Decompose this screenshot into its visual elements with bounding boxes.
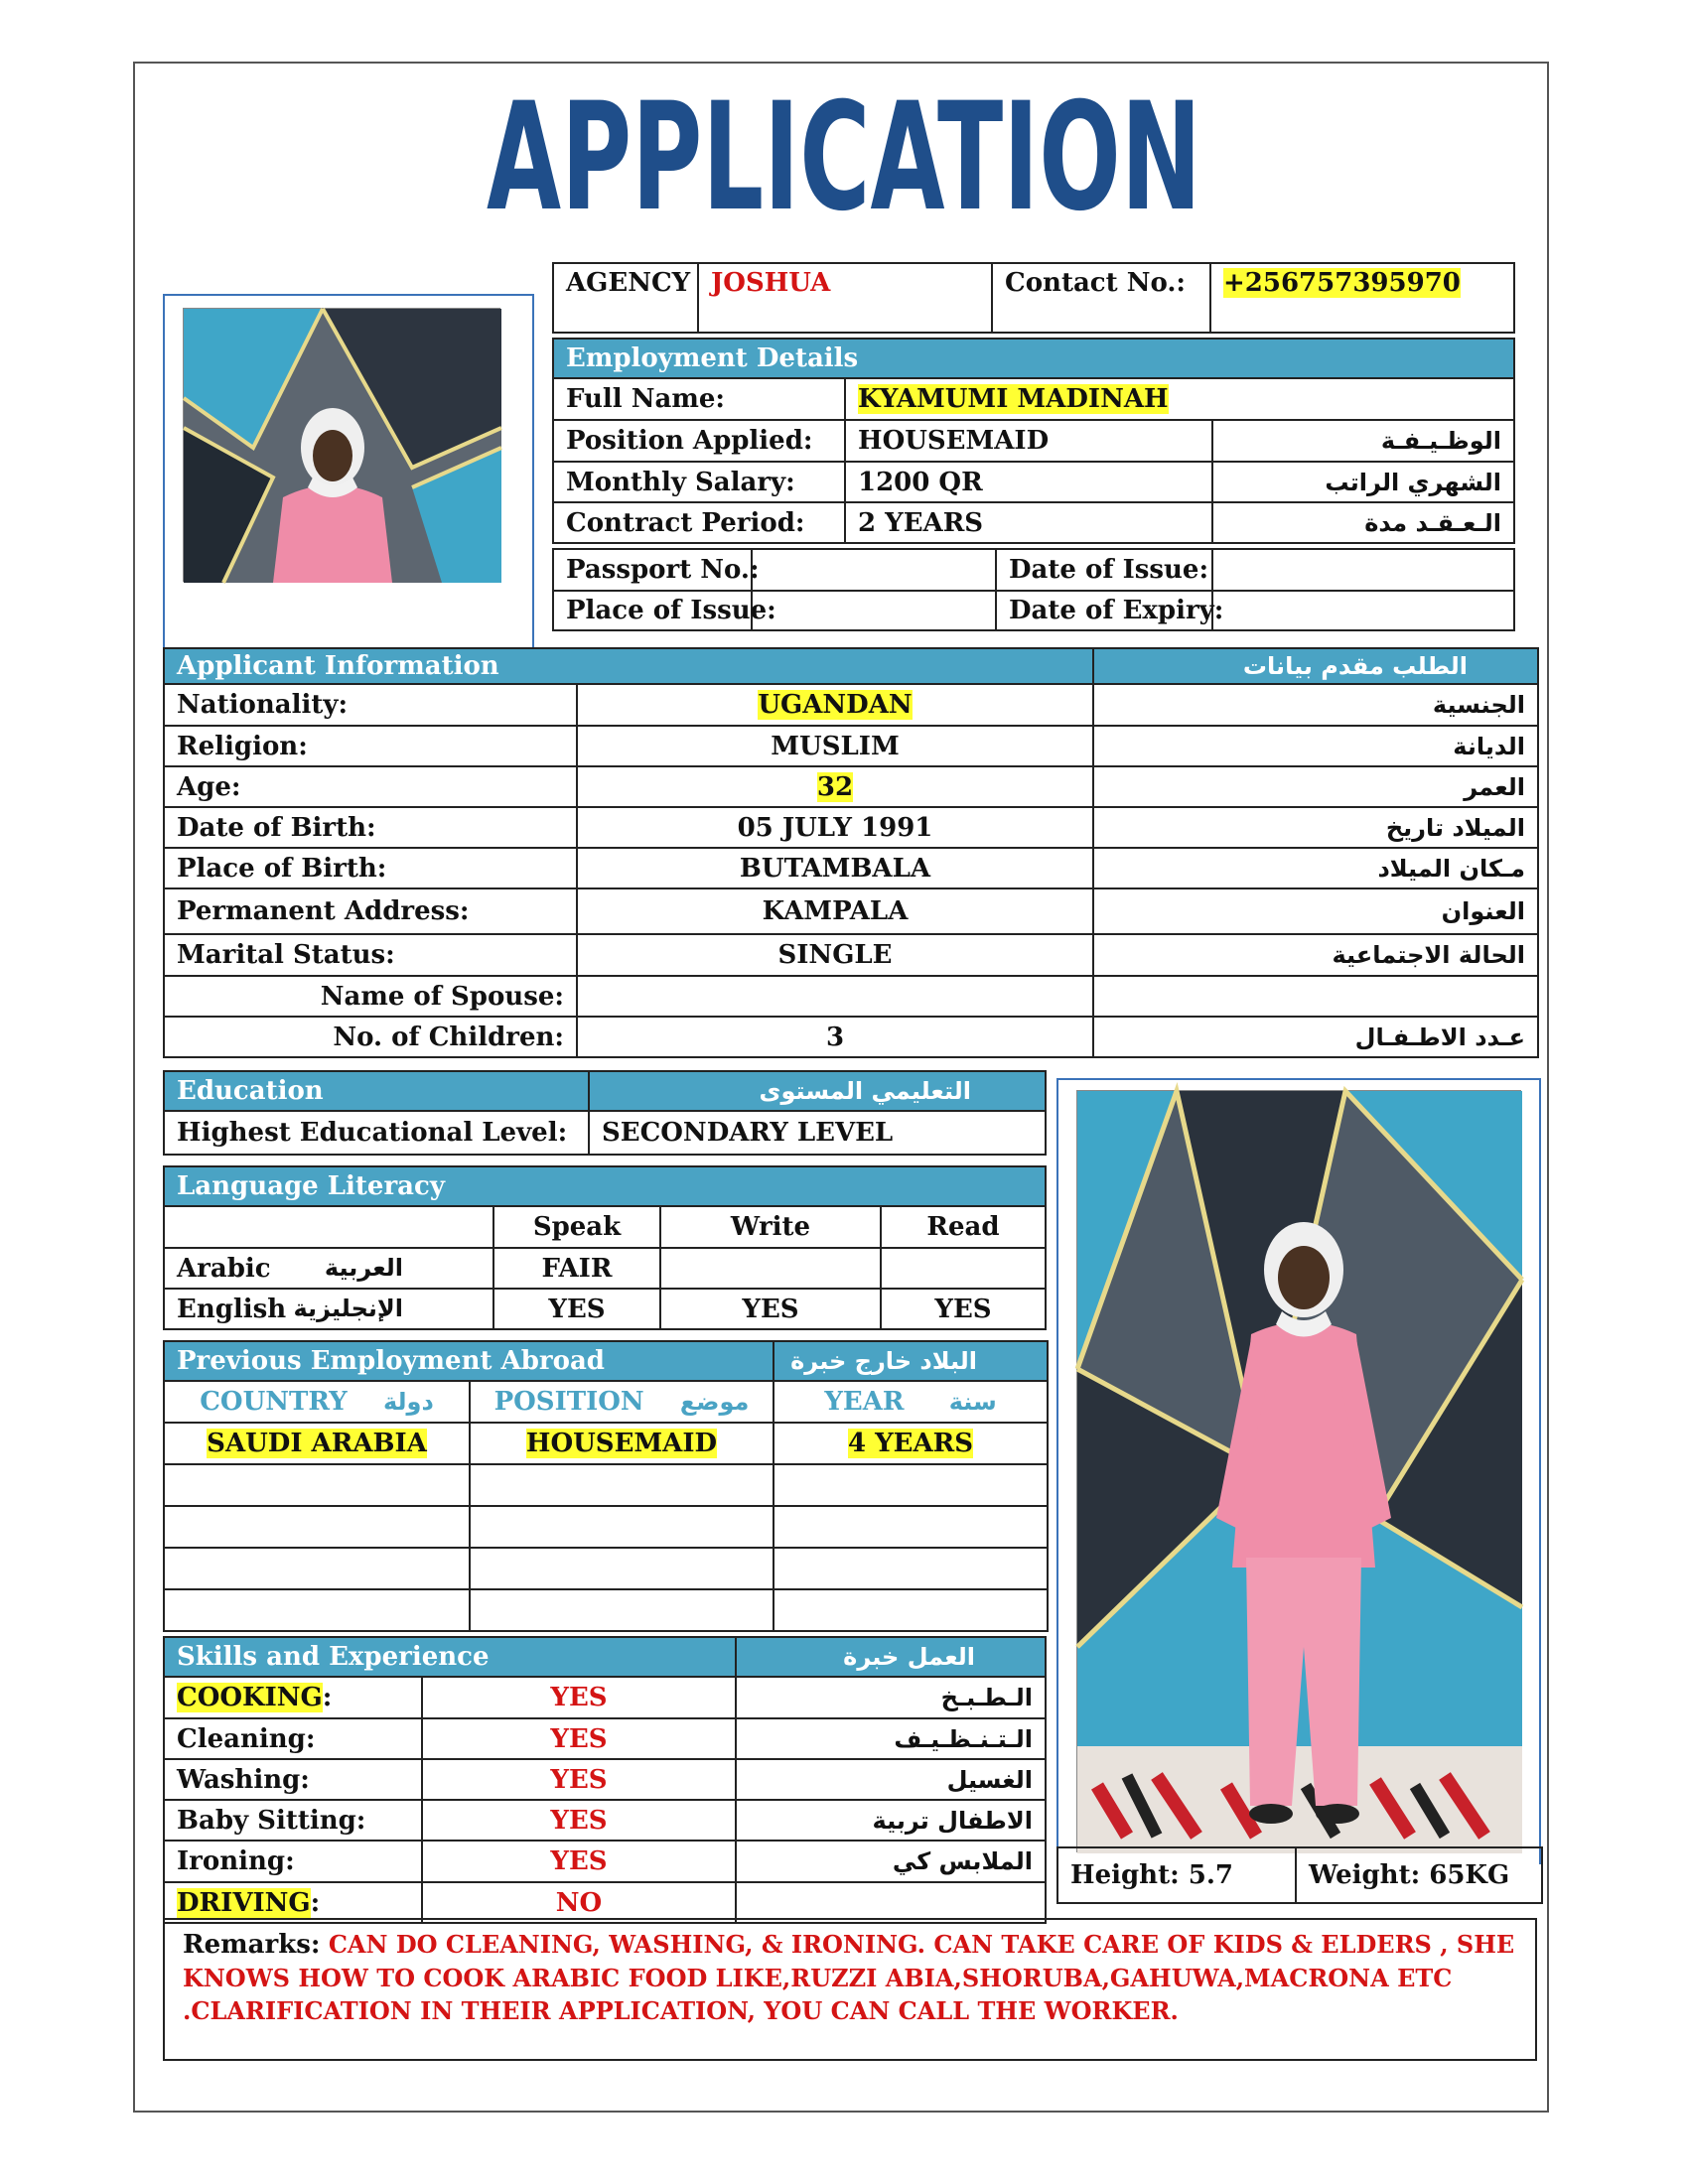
applicant-value: SINGLE <box>577 934 1093 976</box>
skill-value: NO <box>422 1882 736 1923</box>
language-name-ar: العربية <box>324 1253 403 1282</box>
skill-ar: الـطـبـخ <box>736 1677 1046 1718</box>
applicant-value: 32 <box>816 771 854 802</box>
headshot-photo <box>183 308 500 582</box>
agency-table <box>552 262 1515 334</box>
language-read <box>881 1248 1046 1289</box>
applicant-row <box>164 934 1538 976</box>
skill-value: YES <box>422 1800 736 1841</box>
language-write <box>660 1248 881 1289</box>
position-label: Position Applied: <box>553 420 845 462</box>
previous-header: Previous Employment Abroad <box>164 1341 774 1381</box>
language-header: Language Literacy <box>164 1166 1046 1206</box>
issue-date-value <box>1212 549 1514 591</box>
applicant-ar: العنوان <box>1093 888 1538 934</box>
col-country-ar: دولة <box>382 1388 434 1416</box>
language-read: YES <box>881 1289 1046 1329</box>
previous-header-ar: البلاد خارج خبرة <box>774 1341 1048 1381</box>
skill-label: DRIVING <box>177 1887 311 1918</box>
previous-year: 4 YEARS <box>847 1429 974 1458</box>
applicant-header: Applicant Information <box>164 648 1093 684</box>
skill-value: YES <box>422 1841 736 1882</box>
applicant-ar: العمر <box>1093 766 1538 807</box>
applicant-row <box>164 807 1538 848</box>
remarks-box <box>163 1918 1537 2061</box>
passport-no-value <box>752 549 996 591</box>
previous-position: HOUSEMAID <box>525 1429 718 1458</box>
skill-ar: الاطفال تربية <box>736 1800 1046 1841</box>
skill-row <box>164 1759 1046 1800</box>
place-issue-value <box>752 591 996 630</box>
col-position-ar: موضع <box>679 1388 750 1416</box>
passport-table <box>552 548 1515 631</box>
skill-label: Cleaning: <box>164 1718 422 1759</box>
previous-employment-table <box>163 1340 1049 1632</box>
contract-value: 2 YEARS <box>845 502 1212 543</box>
agency-label: AGENCY <box>553 263 698 333</box>
contract-ar: الـعـقـد مدة <box>1212 502 1514 543</box>
applicant-value <box>577 976 1093 1017</box>
applicant-row <box>164 848 1538 888</box>
col-write: Write <box>660 1206 881 1248</box>
fullbody-frame <box>1056 1078 1541 1864</box>
position-ar: الوظـيـفـة <box>1212 420 1514 462</box>
applicant-ar <box>1093 976 1538 1017</box>
applicant-ar: عـدد الاطـفـال <box>1093 1017 1538 1057</box>
applicant-value: 3 <box>577 1017 1093 1057</box>
applicant-label: Permanent Address: <box>164 888 577 934</box>
applicant-label: Date of Birth: <box>164 807 577 848</box>
height-value: Height: 5.7 <box>1057 1847 1296 1903</box>
language-speak: FAIR <box>493 1248 660 1289</box>
skill-ar: الغسيل <box>736 1759 1046 1800</box>
language-speak: YES <box>493 1289 660 1329</box>
applicant-value: 05 JULY 1991 <box>577 807 1093 848</box>
applicant-ar: الديانة <box>1093 726 1538 766</box>
applicant-ar: الميلاد تاريخ <box>1093 807 1538 848</box>
skill-row <box>164 1718 1046 1759</box>
education-level-label: Highest Educational Level: <box>164 1111 589 1155</box>
applicant-row <box>164 766 1538 807</box>
full-name-label: Full Name: <box>553 378 845 420</box>
col-year: YEAR <box>824 1387 905 1417</box>
passport-no-label: Passport No.: <box>553 549 752 591</box>
applicant-row <box>164 976 1538 1017</box>
language-row <box>164 1248 1046 1289</box>
contact-label: Contact No.: <box>992 263 1210 333</box>
issue-date-label: Date of Issue: <box>996 549 1212 591</box>
weight-value: Weight: 65KG <box>1296 1847 1542 1903</box>
applicant-label: Age: <box>164 766 577 807</box>
measurements-table <box>1056 1846 1543 1904</box>
skill-value: YES <box>422 1677 736 1718</box>
applicant-label: Name of Spouse: <box>164 976 577 1017</box>
applicant-row <box>164 1017 1538 1057</box>
applicant-table <box>163 647 1539 1058</box>
applicant-label: No. of Children: <box>164 1017 577 1057</box>
skill-row: DRIVING: NO <box>164 1882 1046 1923</box>
education-header: Education <box>164 1071 589 1111</box>
salary-value: 1200 QR <box>845 462 1212 502</box>
applicant-label: Place of Birth: <box>164 848 577 888</box>
language-name: Arabic <box>177 1253 271 1284</box>
applicant-value: BUTAMBALA <box>577 848 1093 888</box>
applicant-row <box>164 684 1538 726</box>
page-title <box>467 71 1221 244</box>
language-name-ar: الإنجليزية <box>293 1294 403 1322</box>
applicant-ar: مـكان الميلاد <box>1093 848 1538 888</box>
col-country: COUNTRY <box>200 1387 348 1417</box>
applicant-row <box>164 726 1538 766</box>
remarks-label: Remarks: <box>183 1930 321 1960</box>
language-table <box>163 1165 1047 1330</box>
previous-row-empty <box>164 1464 1048 1506</box>
language-write: YES <box>660 1289 881 1329</box>
applicant-value: UGANDAN <box>758 690 913 720</box>
skill-value: YES <box>422 1718 736 1759</box>
previous-row-empty <box>164 1548 1048 1589</box>
applicant-row <box>164 888 1538 934</box>
language-row <box>164 1289 1046 1329</box>
skill-value: YES <box>422 1759 736 1800</box>
skills-table <box>163 1636 1047 1924</box>
language-name: English <box>177 1294 287 1324</box>
headshot-frame <box>163 294 534 667</box>
previous-country: SAUDI ARABIA <box>207 1429 427 1458</box>
applicant-label: Nationality: <box>164 684 577 726</box>
employment-table <box>552 338 1515 544</box>
skill-row: COOKING: YES الـطـبـخ <box>164 1677 1046 1718</box>
col-position: POSITION <box>493 1387 644 1417</box>
applicant-label: Marital Status: <box>164 934 577 976</box>
applicant-value: KAMPALA <box>577 888 1093 934</box>
skill-ar <box>736 1882 1046 1923</box>
language-blank <box>164 1206 493 1248</box>
applicant-header-ar: الطلب مقدم بيانات <box>1093 648 1538 684</box>
col-year-ar: سنة <box>948 1388 997 1416</box>
place-issue-label: Place of Issue: <box>553 591 752 630</box>
skill-label: Baby Sitting: <box>164 1800 422 1841</box>
skill-label: Ironing: <box>164 1841 422 1882</box>
applicant-ar: الحالة الاجتماعية <box>1093 934 1538 976</box>
previous-row <box>164 1423 1048 1464</box>
education-table <box>163 1070 1047 1156</box>
skill-label: Washing: <box>164 1759 422 1800</box>
skill-row <box>164 1800 1046 1841</box>
skills-header: Skills and Experience <box>164 1637 736 1677</box>
applicant-label: Religion: <box>164 726 577 766</box>
expiry-date-value <box>1212 591 1514 630</box>
expiry-date-label: Date of Expiry: <box>996 591 1212 630</box>
skill-row <box>164 1841 1046 1882</box>
title-text: APPLICATION <box>487 71 1201 244</box>
skill-ar: الـتـنـظـيـف <box>736 1718 1046 1759</box>
agency-value: JOSHUA <box>698 263 992 333</box>
previous-row-empty <box>164 1589 1048 1631</box>
position-value: HOUSEMAID <box>845 420 1212 462</box>
full-name-value: KYAMUMI MADINAH <box>858 384 1169 414</box>
col-speak: Speak <box>493 1206 660 1248</box>
education-header-ar: التعليمي المستوى <box>589 1071 1046 1111</box>
contract-label: Contract Period: <box>553 502 845 543</box>
skill-ar: الملابس كي <box>736 1841 1046 1882</box>
remarks-text: CAN DO CLEANING, WASHING, & IRONING. CAN TAKE CARE OF KIDS & ELDERS , SHE KNOWS HOW TO COOK ARABIC FOOD LIKE,RUZZI ABIA,SHORUBA,GAHUWA,MACRONA ETC .CLARIFICATION IN THEIR APPLICATION, YOU CAN CALL THE WORKER. <box>183 1930 1515 2025</box>
col-read: Read <box>881 1206 1046 1248</box>
employment-header: Employment Details <box>553 339 1514 378</box>
fullbody-photo <box>1076 1090 1521 1852</box>
applicant-ar: الجنسية <box>1093 684 1538 726</box>
skills-header-ar: العمل خبرة <box>736 1637 1046 1677</box>
skill-label: COOKING <box>177 1683 323 1712</box>
previous-row-empty <box>164 1506 1048 1548</box>
applicant-value: MUSLIM <box>577 726 1093 766</box>
salary-ar: الشهري الراتب <box>1212 462 1514 502</box>
contact-value: +256757395970 <box>1223 268 1461 298</box>
education-level-value: SECONDARY LEVEL <box>589 1111 1046 1155</box>
salary-label: Monthly Salary: <box>553 462 845 502</box>
